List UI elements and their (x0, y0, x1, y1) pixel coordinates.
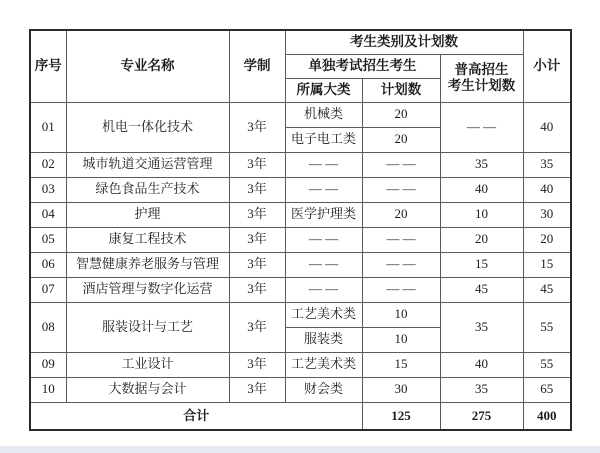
row-no: 02 (30, 152, 66, 177)
enrollment-plan-table (29, 29, 572, 431)
category: — — (285, 152, 362, 177)
table-row (30, 352, 571, 377)
table-row (30, 102, 571, 127)
major-name: 酒店管理与数字化运营 (66, 277, 229, 302)
category: 工艺美术类 (285, 352, 362, 377)
plan: 30 (362, 377, 440, 402)
table-row (30, 277, 571, 302)
plan: 20 (362, 202, 440, 227)
major-name: 绿色食品生产技术 (66, 177, 229, 202)
category: — — (285, 227, 362, 252)
regular-plan: — — (440, 102, 523, 152)
subtotal: 20 (523, 227, 571, 252)
plan: — — (362, 252, 440, 277)
subtotal: 15 (523, 252, 571, 277)
regular-plan: 20 (440, 227, 523, 252)
major-name: 智慧健康养老服务与管理 (66, 252, 229, 277)
subtotal: 40 (523, 102, 571, 152)
subtotal: 55 (523, 352, 571, 377)
bottom-edge-bar (0, 446, 600, 453)
regular-plan: 10 (440, 202, 523, 227)
total-row (30, 402, 571, 430)
years: 3年 (229, 377, 285, 402)
plan: — — (362, 227, 440, 252)
category: — — (285, 177, 362, 202)
major-name: 城市轨道交通运营管理 (66, 152, 229, 177)
category: 服装类 (285, 327, 362, 352)
header-col-subtotal: 小计 (523, 30, 571, 102)
years: 3年 (229, 277, 285, 302)
plan: 15 (362, 352, 440, 377)
category: 电子电工类 (285, 127, 362, 152)
major-name: 机电一体化技术 (66, 102, 229, 152)
row-no: 03 (30, 177, 66, 202)
subtotal: 55 (523, 302, 571, 352)
major-name: 大数据与会计 (66, 377, 229, 402)
table-row (30, 152, 571, 177)
major-name: 康复工程技术 (66, 227, 229, 252)
category: — — (285, 277, 362, 302)
header-group-category-plan: 考生类别及计划数 (285, 30, 523, 54)
header-group-separate-exam: 单独考试招生考生 (285, 54, 440, 78)
category: 工艺美术类 (285, 302, 362, 327)
regular-plan: 35 (440, 377, 523, 402)
plan: — — (362, 152, 440, 177)
row-no: 08 (30, 302, 66, 352)
subtotal: 65 (523, 377, 571, 402)
header-col-years: 学制 (229, 30, 285, 102)
years: 3年 (229, 202, 285, 227)
row-no: 09 (30, 352, 66, 377)
table-row (30, 302, 571, 327)
header-row-1 (30, 30, 571, 54)
header-col-plan: 计划数 (362, 78, 440, 102)
table-row (30, 227, 571, 252)
row-no: 10 (30, 377, 66, 402)
header-col-regular-line1: 普高招生 (454, 62, 509, 77)
subtotal: 35 (523, 152, 571, 177)
category: 医学护理类 (285, 202, 362, 227)
header-col-regular-line2: 考生计划数 (447, 78, 516, 93)
years: 3年 (229, 302, 285, 352)
years: 3年 (229, 352, 285, 377)
header-col-regular (440, 54, 523, 102)
regular-plan: 40 (440, 352, 523, 377)
total-label: 合计 (30, 402, 362, 430)
row-no: 05 (30, 227, 66, 252)
plan: 10 (362, 302, 440, 327)
grand-total: 400 (523, 402, 571, 430)
years: 3年 (229, 102, 285, 152)
years: 3年 (229, 252, 285, 277)
regular-plan: 40 (440, 177, 523, 202)
subtotal: 45 (523, 277, 571, 302)
plan: — — (362, 177, 440, 202)
table-row (30, 177, 571, 202)
subtotal: 30 (523, 202, 571, 227)
regular-plan: 15 (440, 252, 523, 277)
row-no: 07 (30, 277, 66, 302)
major-name: 服装设计与工艺 (66, 302, 229, 352)
total-plan: 125 (362, 402, 440, 430)
row-no: 01 (30, 102, 66, 152)
category: 财会类 (285, 377, 362, 402)
major-name: 工业设计 (66, 352, 229, 377)
table-row (30, 377, 571, 402)
years: 3年 (229, 177, 285, 202)
regular-plan: 45 (440, 277, 523, 302)
plan: — — (362, 277, 440, 302)
years: 3年 (229, 227, 285, 252)
header-col-category: 所属大类 (285, 78, 362, 102)
row-no: 04 (30, 202, 66, 227)
header-col-no: 序号 (30, 30, 66, 102)
regular-plan: 35 (440, 302, 523, 352)
plan: 20 (362, 102, 440, 127)
years: 3年 (229, 152, 285, 177)
regular-plan: 35 (440, 152, 523, 177)
major-name: 护理 (66, 202, 229, 227)
total-regular-plan: 275 (440, 402, 523, 430)
subtotal: 40 (523, 177, 571, 202)
header-col-major: 专业名称 (66, 30, 229, 102)
table-row (30, 202, 571, 227)
plan: 20 (362, 127, 440, 152)
table-row (30, 252, 571, 277)
row-no: 06 (30, 252, 66, 277)
category: — — (285, 252, 362, 277)
category: 机械类 (285, 102, 362, 127)
plan: 10 (362, 327, 440, 352)
